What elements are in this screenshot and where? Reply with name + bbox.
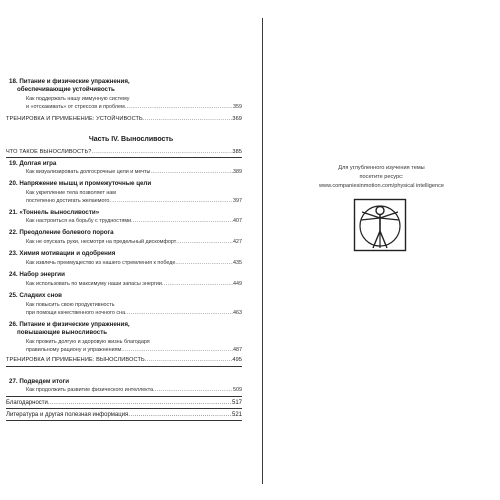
dot-leader bbox=[176, 238, 233, 246]
ch27-title: 27. Подведем итоги bbox=[9, 378, 70, 385]
ch20-page-number: 397 bbox=[233, 198, 242, 204]
ch27-entry[interactable] bbox=[26, 386, 242, 394]
ch19-subtitle: Как визуализировать долгосрочные цели и мечты bbox=[26, 169, 151, 175]
ch24-page-number: 449 bbox=[233, 281, 242, 287]
ch20-title: 20. Напряжение мышц и промежуточные цели bbox=[9, 180, 152, 187]
ch21-title: 21. «Тоннель выносливости» bbox=[9, 209, 100, 216]
dot-leader bbox=[121, 346, 233, 354]
ch22-title: 22. Преодоление болевого порога bbox=[9, 229, 114, 236]
ch26-title-line2: повышающие выносливость bbox=[17, 329, 108, 336]
literature-page: 521 bbox=[231, 412, 242, 418]
ch25-entry[interactable] bbox=[26, 309, 242, 317]
ch23-subtitle: Как извлечь преимущество из нашего стремления к победе bbox=[26, 260, 176, 266]
ch21-subtitle: Как настроиться на борьбу с трудностями bbox=[26, 218, 132, 224]
ch24-subtitle: Как использовать по максимуму наши запасы энергии bbox=[26, 281, 162, 287]
what-is-endurance-page: 385 bbox=[232, 149, 242, 155]
ch26-page-number: 487 bbox=[233, 347, 242, 353]
dot-leader bbox=[153, 386, 233, 394]
training-endurance-entry[interactable] bbox=[6, 356, 242, 364]
part-iv-heading: Часть IV. Выносливость bbox=[88, 136, 174, 143]
dot-leader bbox=[91, 148, 232, 156]
ch18-page-number: 359 bbox=[233, 104, 242, 110]
ch26-subtitle-line1: Как прожить долгую и здоровую жизнь благодаря bbox=[26, 339, 150, 345]
right-page bbox=[263, 0, 500, 500]
ch20-subtitle-line1: Как укрепление тела позволяет нам bbox=[26, 190, 116, 196]
training-endurance-label: ТРЕНИРОВКА И ПРИМЕНЕНИЕ: ВЫНОСЛИВОСТЬ bbox=[6, 357, 145, 363]
resource-line1: Для углубленного изучения темы bbox=[338, 165, 425, 171]
what-is-endurance-label: ЧТО ТАКОЕ ВЫНОСЛИВОСТЬ? bbox=[6, 149, 92, 155]
dot-leader bbox=[131, 217, 233, 225]
dot-leader bbox=[175, 259, 233, 267]
literature-entry[interactable] bbox=[6, 411, 242, 419]
acknowledgements-entry[interactable] bbox=[6, 399, 242, 407]
ch19-title: 19. Долгая игра bbox=[9, 160, 57, 167]
dot-leader bbox=[150, 168, 233, 176]
literature-label: Литература и другая полезная информация bbox=[6, 412, 129, 418]
ch25-subtitle-line1: Как повысить свою продуктивность bbox=[26, 302, 115, 308]
ch26-title-line1: 26. Питание и физические упражнения, bbox=[9, 321, 130, 328]
vitruvian-man-icon bbox=[353, 198, 407, 252]
ch19-page-number: 389 bbox=[233, 169, 242, 175]
dot-leader bbox=[109, 197, 233, 205]
dot-leader bbox=[125, 309, 233, 317]
dot-leader bbox=[125, 103, 233, 111]
training-resilience-page: 369 bbox=[232, 116, 242, 122]
ch19-entry[interactable] bbox=[26, 168, 242, 176]
training-endurance-page: 495 bbox=[232, 357, 242, 363]
what-is-endurance-entry[interactable] bbox=[6, 148, 242, 156]
ch18-subtitle-line1: Как поддержать нашу иммунную систему bbox=[26, 96, 130, 102]
dot-leader bbox=[143, 115, 233, 123]
ch18-title-line1: 18. Питание и физические упражнения, bbox=[9, 78, 130, 85]
dot-leader bbox=[128, 411, 232, 419]
ch23-entry[interactable] bbox=[26, 259, 242, 267]
ch20-subtitle-line2: постепенно достигать желаемого bbox=[26, 198, 110, 204]
ch21-page-number: 407 bbox=[233, 218, 242, 224]
ch22-entry[interactable] bbox=[26, 238, 242, 246]
ch24-entry[interactable] bbox=[26, 280, 242, 288]
acknowledgements-page: 517 bbox=[231, 400, 242, 406]
divider-line bbox=[6, 157, 242, 158]
training-resilience-entry[interactable] bbox=[6, 115, 242, 123]
acknowledgements-label: Благодарности bbox=[6, 400, 48, 406]
ch23-title: 23. Химия мотивации и одобрения bbox=[9, 250, 116, 257]
ch23-page-number: 435 bbox=[233, 260, 242, 266]
ch18-subtitle-line2: и «отскакивать» от стрессов и проблем bbox=[26, 104, 125, 110]
ch18-entry[interactable] bbox=[26, 103, 242, 111]
ch22-subtitle: Как не опускать руки, несмотря на предельный дискомфорт bbox=[26, 239, 177, 245]
ch20-entry[interactable] bbox=[26, 197, 242, 205]
resource-url[interactable]: www.companiesinmotion.com/physical intelligence bbox=[319, 183, 444, 189]
divider-line bbox=[6, 408, 242, 409]
divider-line bbox=[6, 366, 242, 367]
ch25-title: 25. Сладких снов bbox=[9, 292, 62, 299]
ch27-subtitle: Как продолжить развитие физического интеллекта bbox=[26, 387, 154, 393]
ch24-title: 24. Набор энергии bbox=[9, 271, 65, 278]
divider-line bbox=[6, 420, 242, 421]
dot-leader bbox=[162, 280, 233, 288]
ch26-entry[interactable] bbox=[26, 346, 242, 354]
ch26-subtitle-line2: правильному рациону и упражнениям bbox=[26, 347, 122, 353]
resource-line2: посетите ресурс: bbox=[359, 174, 404, 180]
ch27-page-number: 509 bbox=[233, 387, 242, 393]
ch25-page-number: 463 bbox=[233, 310, 242, 316]
training-resilience-label: ТРЕНИРОВКА И ПРИМЕНЕНИЕ: УСТОЙЧИВОСТЬ bbox=[6, 116, 143, 122]
dot-leader bbox=[145, 356, 233, 364]
ch21-entry[interactable] bbox=[26, 217, 242, 225]
dot-leader bbox=[48, 399, 232, 407]
ch18-title-line2: обеспечивающие устойчивость bbox=[17, 86, 115, 93]
ch22-page-number: 427 bbox=[233, 239, 242, 245]
divider-line bbox=[6, 396, 242, 397]
ch25-subtitle-line2: при помощи качественного ночного сна bbox=[26, 310, 126, 316]
